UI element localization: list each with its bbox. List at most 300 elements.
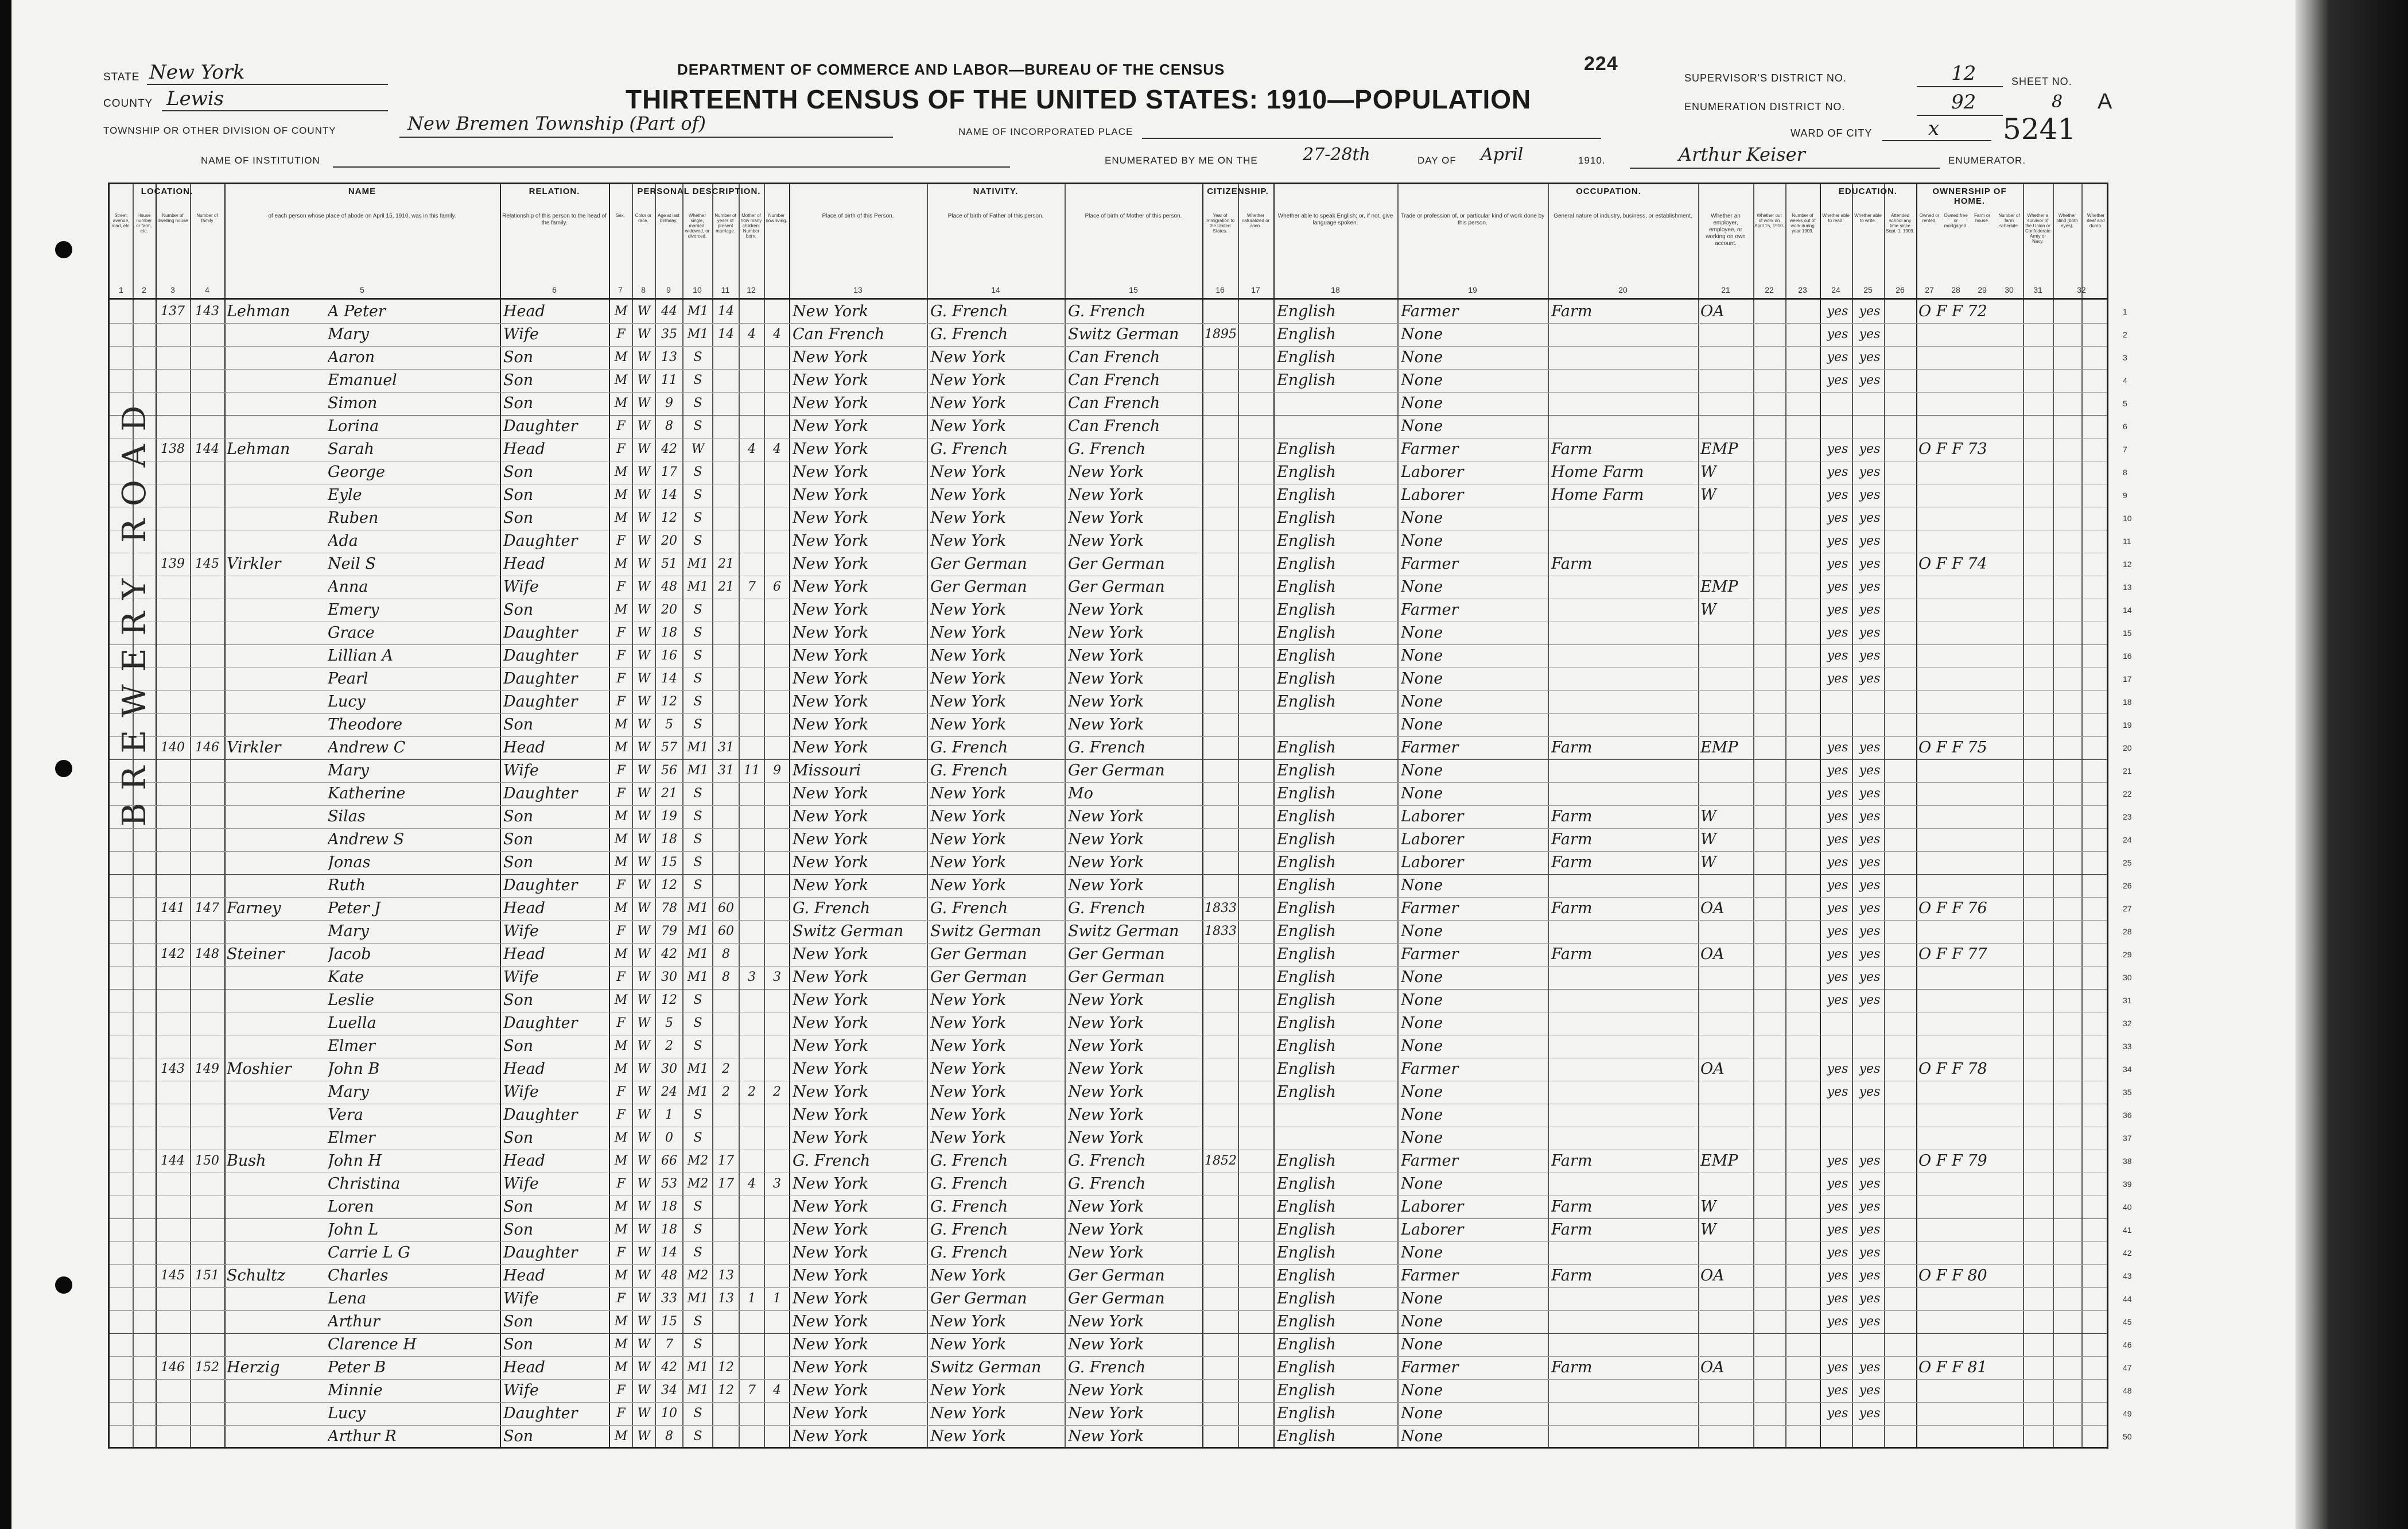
ward-value: x: [1928, 117, 1940, 140]
cell-wr: yes: [1859, 1314, 1881, 1329]
cell-pobf: G. French: [930, 440, 1008, 458]
table-row: [110, 646, 2107, 669]
supervisor-underline: [1917, 86, 2003, 87]
cell-rd: yes: [1827, 1268, 1848, 1283]
cell-sex: F: [616, 442, 626, 456]
cell-pob: New York: [793, 394, 869, 412]
cell-rel: Son: [503, 601, 534, 619]
cell-sex: M: [614, 1337, 628, 1352]
cell-ms: S: [693, 1245, 702, 1260]
cell-pob: New York: [793, 876, 869, 894]
cell-born: 1: [748, 1291, 756, 1306]
cell-pobm: New York: [1068, 1198, 1144, 1216]
cell-age: 42: [661, 442, 677, 456]
cell-pobm: Ger German: [1068, 945, 1165, 963]
cell-race: W: [637, 1406, 651, 1421]
cell-sex: F: [616, 763, 626, 778]
cell-dw: 144: [161, 1154, 185, 1168]
cell-pobf: G. French: [930, 1221, 1008, 1239]
cell-age: 12: [661, 694, 677, 709]
cell-pobm: New York: [1068, 1106, 1144, 1124]
cell-sex: M: [614, 304, 628, 319]
cell-sex: F: [616, 419, 626, 433]
cell-race: W: [637, 1360, 651, 1375]
cell-given: Leslie: [328, 991, 375, 1009]
cell-surname: Bush: [227, 1152, 266, 1170]
supervisor-district-label: SUPERVISOR'S DISTRICT NO.: [1684, 72, 1847, 84]
cell-age: 30: [661, 1062, 677, 1076]
cell-race: W: [637, 1383, 651, 1398]
cell-pobm: New York: [1068, 509, 1144, 527]
cell-race: W: [637, 924, 651, 938]
cell-trade: Farmer: [1401, 739, 1459, 756]
cell-rd: yes: [1827, 1245, 1848, 1260]
table-row: [110, 1380, 2107, 1403]
cell-age: 78: [661, 901, 677, 915]
cell-race: W: [637, 1108, 651, 1122]
cell-wr: yes: [1859, 924, 1881, 938]
group-header: OCCUPATION.: [1576, 187, 1641, 196]
cell-trade: None: [1401, 417, 1443, 435]
cell-age: 48: [661, 580, 677, 594]
ward-underline: [1882, 140, 1991, 141]
cell-sex: M: [614, 373, 628, 387]
cell-pob: New York: [793, 1290, 869, 1307]
cell-age: 57: [661, 740, 677, 755]
cell-pobf: New York: [930, 417, 1007, 435]
cell-born: 2: [748, 1085, 756, 1099]
cell-pob: New York: [793, 831, 869, 848]
cell-yrs: 8: [722, 947, 730, 961]
cell-surname: Herzig: [227, 1359, 280, 1376]
cell-emp: W: [1700, 1198, 1716, 1216]
cell-dw: 146: [161, 1360, 185, 1375]
cell-speak: English: [1277, 945, 1336, 963]
cell-imm: 1833: [1205, 901, 1237, 915]
cell-born: 7: [748, 1383, 756, 1398]
cell-dw: 142: [161, 947, 185, 961]
cell-trade: Laborer: [1401, 463, 1464, 481]
cell-emp: OA: [1700, 899, 1725, 917]
cell-rd: yes: [1827, 993, 1848, 1007]
column-header: Whether out of work on April 15, 1910.: [1754, 213, 1784, 228]
cell-race: W: [637, 878, 651, 892]
cell-pobm: New York: [1068, 808, 1144, 825]
cell-pobm: G. French: [1068, 1359, 1146, 1376]
table-row: [110, 669, 2107, 692]
cell-living: 3: [773, 1177, 781, 1191]
cell-ms: S: [693, 488, 702, 502]
cell-rd: yes: [1827, 649, 1848, 663]
cell-pob: New York: [793, 371, 869, 389]
column-header: Number of years of present marriage.: [714, 213, 736, 234]
cell-yrs: 2: [722, 1085, 730, 1099]
cell-speak: English: [1277, 1427, 1336, 1445]
table-row: [110, 1220, 2107, 1243]
column-number: 31: [2033, 285, 2042, 294]
cell-pobf: New York: [930, 532, 1007, 550]
cell-ind: Farm: [1551, 555, 1593, 573]
cell-dw: 139: [161, 557, 185, 571]
cell-emp: W: [1700, 1221, 1716, 1239]
enumerator-label: ENUMERATOR.: [1948, 155, 2026, 166]
cell-given: Neil S: [328, 555, 376, 573]
column-header: Mother of how many children: Number born.: [740, 213, 762, 239]
column-header: Attended school any time since Sept. 1, 1909.: [1886, 213, 1914, 234]
cell-yrs: 31: [718, 740, 734, 755]
cell-pobm: New York: [1068, 624, 1144, 642]
group-header: RELATION.: [529, 187, 580, 196]
table-row: [110, 531, 2107, 554]
table-row: [110, 347, 2107, 370]
cell-rd: yes: [1827, 1223, 1848, 1237]
cell-speak: English: [1277, 1359, 1336, 1376]
cell-sex: M: [614, 1314, 628, 1329]
cell-speak: English: [1277, 785, 1336, 802]
cell-sex: M: [614, 557, 628, 571]
cell-race: W: [637, 1268, 651, 1283]
cell-pob: New York: [793, 1129, 869, 1147]
cell-trade: None: [1401, 1244, 1443, 1262]
cell-race: W: [637, 327, 651, 341]
cell-speak: English: [1277, 693, 1336, 711]
cell-given: Andrew S: [328, 831, 405, 848]
cell-emp: OA: [1700, 1267, 1725, 1284]
cell-emp: EMP: [1700, 440, 1738, 458]
cell-wr: yes: [1859, 1154, 1881, 1168]
cell-sex: M: [614, 1429, 628, 1443]
cell-ms: S: [693, 350, 702, 364]
table-row: [110, 1013, 2107, 1036]
cell-age: 12: [661, 511, 677, 525]
cell-given: Mary: [328, 1083, 369, 1101]
cell-pobm: New York: [1068, 1037, 1144, 1055]
cell-pobm: G. French: [1068, 302, 1146, 320]
cell-yrs: 21: [718, 580, 734, 594]
cell-pobf: G. French: [930, 302, 1008, 320]
column-header: Owned free or mortgaged.: [1944, 213, 1968, 228]
cell-pob: New York: [793, 1037, 869, 1055]
column-number: 6: [552, 285, 557, 294]
cell-rel: Wife: [503, 922, 539, 940]
cell-ms: M1: [687, 580, 709, 594]
cell-sex: F: [616, 1406, 626, 1421]
cell-speak: English: [1277, 486, 1336, 504]
cell-sex: M: [614, 465, 628, 479]
table-row: [110, 554, 2107, 577]
cell-speak: English: [1277, 1336, 1336, 1353]
cell-trade: None: [1401, 785, 1443, 802]
cell-race: W: [637, 350, 651, 364]
cell-own: O F F 76: [1918, 899, 1987, 917]
cell-rel: Son: [503, 831, 534, 848]
cell-wr: yes: [1859, 350, 1881, 364]
row-number: 13: [2123, 583, 2132, 592]
cell-sex: F: [616, 580, 626, 594]
cell-pobm: New York: [1068, 991, 1144, 1009]
cell-rd: yes: [1827, 626, 1848, 640]
cell-age: 18: [661, 832, 677, 847]
cell-pobm: New York: [1068, 1014, 1144, 1032]
page-number: 224: [1584, 53, 1618, 75]
cell-rd: yes: [1827, 304, 1848, 319]
cell-pob: New York: [793, 1313, 869, 1330]
cell-fam: 152: [195, 1360, 219, 1375]
row-number: 19: [2123, 720, 2132, 729]
cell-race: W: [637, 1154, 651, 1168]
cell-pobm: New York: [1068, 853, 1144, 871]
incorporated-underline: [1142, 138, 1601, 139]
cell-pob: New York: [793, 1060, 869, 1078]
cell-rd: yes: [1827, 1177, 1848, 1191]
township-label: TOWNSHIP OR OTHER DIVISION OF COUNTY: [103, 125, 336, 136]
cell-rel: Head: [503, 739, 545, 756]
column-number: 10: [693, 285, 702, 294]
column-header: of each person whose place of abode on April 15, 1910, was in this family.: [268, 213, 456, 219]
row-number: 40: [2123, 1202, 2132, 1212]
row-number: 4: [2123, 376, 2127, 385]
cell-pob: New York: [793, 1083, 869, 1101]
cell-fam: 145: [195, 557, 219, 571]
cell-pobm: New York: [1068, 1313, 1144, 1330]
cell-age: 18: [661, 1200, 677, 1214]
cell-rel: Son: [503, 394, 534, 412]
cell-fam: 144: [195, 442, 219, 456]
column-header: House number or farm, etc.: [136, 213, 152, 234]
cell-pobf: New York: [930, 831, 1007, 848]
cell-speak: English: [1277, 463, 1336, 481]
row-number: 49: [2123, 1409, 2132, 1418]
cell-pobm: Switz German: [1068, 922, 1179, 940]
column-number: 1: [119, 285, 123, 294]
cell-pobm: G. French: [1068, 1175, 1146, 1193]
cell-rel: Son: [503, 808, 534, 825]
cell-yrs: 14: [718, 327, 734, 341]
cell-pobf: New York: [930, 1060, 1007, 1078]
cell-race: W: [637, 488, 651, 502]
cell-speak: English: [1277, 1060, 1336, 1078]
cell-given: Mary: [328, 922, 369, 940]
row-number: 41: [2123, 1225, 2132, 1235]
cell-trade: None: [1401, 1381, 1443, 1399]
cell-pobm: Mo: [1068, 785, 1093, 802]
cell-given: A Peter: [328, 302, 386, 320]
cell-wr: yes: [1859, 626, 1881, 640]
cell-race: W: [637, 717, 651, 732]
cell-given: John H: [328, 1152, 382, 1170]
cell-trade: None: [1401, 762, 1443, 779]
cell-pobf: G. French: [930, 1152, 1008, 1170]
cell-ind: Farm: [1551, 853, 1593, 871]
cell-ms: M1: [687, 1291, 709, 1306]
cell-age: 42: [661, 947, 677, 961]
cell-race: W: [637, 534, 651, 548]
row-number: 5: [2123, 399, 2127, 408]
cell-sex: M: [614, 350, 628, 364]
cell-rd: yes: [1827, 488, 1848, 502]
cell-living: 4: [773, 442, 781, 456]
row-number: 10: [2123, 514, 2132, 523]
cell-rd: yes: [1827, 672, 1848, 686]
cell-pobf: Switz German: [930, 922, 1042, 940]
cell-wr: yes: [1859, 786, 1881, 801]
column-header: Number of dwelling house: [157, 213, 188, 223]
column-header: Whether single, married, widowed, or divorced.: [685, 213, 710, 239]
cell-given: Lorina: [328, 417, 379, 435]
row-number: 38: [2123, 1157, 2132, 1166]
column-header: Age at last birthday.: [658, 213, 679, 223]
table-row: [110, 875, 2107, 898]
cell-surname: Virkler: [227, 555, 281, 573]
cell-pobm: New York: [1068, 1381, 1144, 1399]
column-number: 25: [1863, 285, 1873, 294]
cell-ms: M1: [687, 1360, 709, 1375]
table-row: [110, 783, 2107, 806]
table-row: [110, 967, 2107, 990]
cell-pobf: New York: [930, 1267, 1007, 1284]
cell-given: Anna: [328, 578, 368, 596]
cell-born: 11: [744, 763, 760, 778]
cell-given: Theodore: [328, 716, 403, 734]
cell-pobm: Switz German: [1068, 325, 1179, 343]
cell-ms: M2: [687, 1177, 709, 1191]
cell-pobm: Ger German: [1068, 1290, 1165, 1307]
cell-race: W: [637, 1016, 651, 1030]
cell-age: 11: [661, 373, 677, 387]
cell-pobm: New York: [1068, 647, 1144, 665]
cell-pobm: G. French: [1068, 1152, 1146, 1170]
cell-pobf: New York: [930, 670, 1007, 688]
table-row: [110, 1036, 2107, 1059]
cell-pobf: New York: [930, 876, 1007, 894]
cell-emp: EMP: [1700, 578, 1738, 596]
cell-given: Lucy: [328, 1404, 366, 1422]
side-annotation: BREWERY ROAD: [116, 393, 153, 826]
group-header: CITIZENSHIP.: [1207, 187, 1269, 196]
cell-yrs: 21: [718, 557, 734, 571]
cell-age: 15: [661, 855, 677, 870]
column-header: Whether able to write.: [1854, 213, 1882, 223]
cell-sex: F: [616, 694, 626, 709]
cell-trade: None: [1401, 1106, 1443, 1124]
cell-age: 20: [661, 603, 677, 617]
cell-rd: yes: [1827, 511, 1848, 525]
cell-pobf: New York: [930, 1037, 1007, 1055]
cell-imm: 1833: [1205, 924, 1237, 938]
cell-pob: New York: [793, 716, 869, 734]
cell-yrs: 60: [718, 924, 734, 938]
cell-surname: Lehman: [227, 302, 290, 320]
cell-race: W: [637, 304, 651, 319]
cell-dw: 145: [161, 1268, 185, 1283]
cell-sex: M: [614, 855, 628, 870]
cell-sex: M: [614, 1360, 628, 1375]
cell-trade: None: [1401, 1336, 1443, 1353]
cell-rd: yes: [1827, 947, 1848, 961]
cell-race: W: [637, 901, 651, 915]
cell-race: W: [637, 580, 651, 594]
cell-pobf: Ger German: [930, 555, 1027, 573]
cell-trade: Farmer: [1401, 1152, 1459, 1170]
cell-speak: English: [1277, 1244, 1336, 1262]
cell-ms: M1: [687, 1383, 709, 1398]
cell-pobm: Can French: [1068, 371, 1160, 389]
table-row: [110, 301, 2107, 324]
cell-pobm: New York: [1068, 716, 1144, 734]
cell-ms: S: [693, 672, 702, 686]
cell-age: 56: [661, 763, 677, 778]
cell-sex: M: [614, 511, 628, 525]
cell-ms: S: [693, 878, 702, 892]
cell-pobm: New York: [1068, 693, 1144, 711]
row-number: 14: [2123, 606, 2132, 615]
column-number: 28: [1951, 285, 1960, 294]
cell-pobf: New York: [930, 1404, 1007, 1422]
cell-given: Emanuel: [328, 371, 397, 389]
cell-emp: W: [1700, 463, 1716, 481]
cell-yrs: 17: [718, 1154, 734, 1168]
cell-born: 3: [748, 970, 756, 984]
cell-age: 34: [661, 1383, 677, 1398]
row-number: 16: [2123, 651, 2132, 661]
cell-rel: Head: [503, 1359, 545, 1376]
cell-rel: Head: [503, 945, 545, 963]
cell-living: 2: [773, 1085, 781, 1099]
cell-given: Carrie L G: [328, 1244, 410, 1262]
cell-age: 44: [661, 304, 677, 319]
cell-born: 7: [748, 580, 756, 594]
table-row: [110, 1334, 2107, 1357]
cell-pobf: Ger German: [930, 945, 1027, 963]
cell-rel: Wife: [503, 1381, 539, 1399]
column-header: Whether a survivor of the Union or Confederate Army or Navy.: [2025, 213, 2051, 244]
cell-trade: None: [1401, 1014, 1443, 1032]
cell-ms: S: [693, 1223, 702, 1237]
cell-speak: English: [1277, 440, 1336, 458]
table-row: [110, 623, 2107, 646]
cell-pobf: New York: [930, 1381, 1007, 1399]
cell-trade: Farmer: [1401, 945, 1459, 963]
table-row: [110, 1059, 2107, 1082]
cell-age: 2: [665, 1039, 673, 1053]
cell-age: 21: [661, 786, 677, 801]
table-row: [110, 738, 2107, 760]
cell-rel: Son: [503, 1336, 534, 1353]
column-number: 29: [1978, 285, 1987, 294]
cell-trade: Laborer: [1401, 1221, 1464, 1239]
cell-ms: W: [691, 442, 705, 456]
column-number: 23: [1798, 285, 1807, 294]
cell-pobm: New York: [1068, 1060, 1144, 1078]
column-header: Place of birth of this Person.: [822, 213, 894, 219]
cell-rel: Son: [503, 509, 534, 527]
cell-sex: F: [616, 672, 626, 686]
cell-pobf: New York: [930, 348, 1007, 366]
day-of-label: DAY OF: [1417, 155, 1457, 166]
column-header: Whether naturalized or alien.: [1241, 213, 1270, 228]
cell-pobm: New York: [1068, 670, 1144, 688]
header-rule: [110, 298, 2107, 300]
cell-race: W: [637, 1177, 651, 1191]
cell-sex: F: [616, 1016, 626, 1030]
cell-speak: English: [1277, 968, 1336, 986]
cell-age: 5: [665, 1016, 673, 1030]
cell-pobf: New York: [930, 1129, 1007, 1147]
cell-pobf: G. French: [930, 739, 1008, 756]
cell-rel: Daughter: [503, 1014, 578, 1032]
group-header: NAME: [348, 187, 376, 196]
cell-yrs: 2: [722, 1062, 730, 1076]
